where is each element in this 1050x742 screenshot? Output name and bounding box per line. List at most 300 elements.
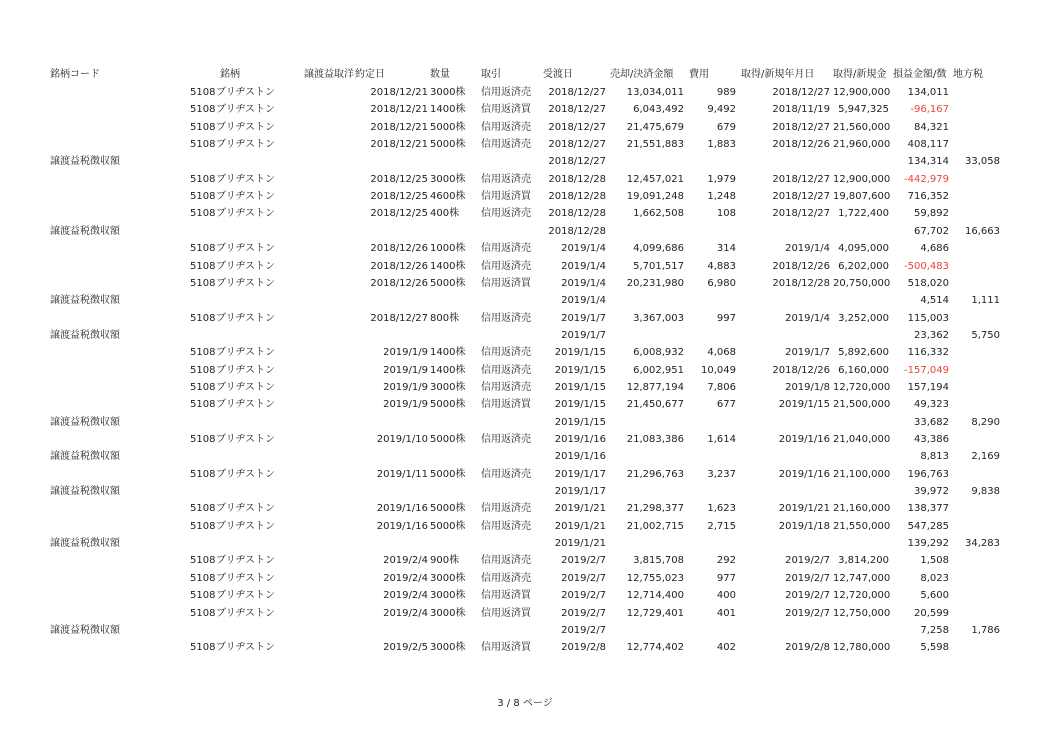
- cell-fee: 977: [716, 572, 736, 584]
- cell-name: ブリヂストン: [216, 260, 275, 272]
- cell-acq-date: 2018/12/26: [772, 364, 830, 376]
- cell-amount: 5,701,517: [633, 260, 684, 272]
- cell-acq-amount: 3,252,000: [838, 312, 889, 324]
- cell-acq-amount: 21,960,000: [833, 139, 891, 151]
- summary-label: 譲渡益税徴収額: [50, 486, 120, 498]
- cell-code: 5108: [190, 243, 216, 255]
- cell-acq-date: 2019/1/16: [778, 434, 830, 445]
- cell-qty: 3000株: [430, 642, 466, 654]
- summary-label: 譲渡益税徴収額: [50, 295, 120, 307]
- cell-fee: 1,979: [707, 173, 736, 185]
- cell-trade: 信用返済売: [481, 121, 531, 133]
- cell-name: ブリヂストン: [216, 642, 275, 654]
- cell-contract-date: 2018/12/25: [370, 191, 428, 203]
- cell-amount: 12,774,402: [626, 642, 684, 654]
- cell-acq-date: 2019/1/21: [778, 503, 830, 515]
- cell-acq-date: 2018/12/27: [772, 191, 830, 203]
- cell-pnl: -157,049: [904, 364, 949, 376]
- cell-contract-date: 2018/12/21: [370, 87, 428, 98]
- cell-acq-amount: 6,202,000: [838, 260, 889, 272]
- cell-amount: 21,475,679: [626, 121, 684, 133]
- cell-code: 5108: [190, 104, 216, 116]
- cell-contract-date: 2019/1/11: [376, 468, 428, 480]
- cell-fee: 1,248: [707, 191, 736, 203]
- cell-pnl: -442,979: [904, 173, 949, 185]
- table-row: [0, 379, 1050, 396]
- cell-acq-date: 2019/1/18: [778, 520, 830, 532]
- table-row: [0, 258, 1050, 275]
- cell-settle-date: 2019/1/4: [561, 295, 606, 307]
- cell-amount: 6,008,932: [633, 347, 684, 359]
- cell-amount: 21,298,377: [626, 503, 684, 515]
- header-local-tax: 地方税: [953, 69, 983, 80]
- cell-contract-date: 2019/2/5: [383, 642, 428, 654]
- cell-fee: 292: [716, 555, 736, 567]
- cell-amount: 12,729,401: [626, 607, 684, 619]
- cell-fee: 679: [716, 121, 736, 133]
- cell-fee: 2,715: [707, 520, 736, 532]
- cell-amount: 21,083,386: [626, 434, 684, 445]
- cell-pnl: 716,352: [907, 191, 949, 203]
- cell-fee: 997: [716, 312, 736, 324]
- cell-code: 5108: [190, 121, 216, 133]
- cell-local-tax: 1,111: [971, 295, 1000, 307]
- cell-settle-date: 2019/1/21: [554, 503, 606, 515]
- cell-acq-date: 2019/2/7: [785, 555, 830, 567]
- cell-fee: 1,614: [707, 434, 736, 445]
- cell-name: ブリヂストン: [216, 173, 275, 185]
- cell-code: 5108: [190, 590, 216, 602]
- cell-acq-date: 2019/1/4: [785, 312, 830, 324]
- cell-local-tax: 16,663: [965, 225, 1000, 237]
- cell-amount: 6,043,492: [633, 104, 684, 116]
- table-header: [0, 66, 1050, 83]
- cell-local-tax: 9,838: [971, 486, 1000, 498]
- cell-pnl: 49,323: [914, 399, 949, 411]
- summary-row: [0, 622, 1050, 639]
- cell-acq-amount: 21,560,000: [833, 121, 891, 133]
- summary-label: 譲渡益税徴収額: [50, 538, 120, 550]
- cell-code: 5108: [190, 347, 216, 359]
- table-row: [0, 518, 1050, 535]
- cell-name: ブリヂストン: [216, 555, 275, 567]
- cell-qty: 1400株: [430, 260, 466, 272]
- cell-local-tax: 8,290: [971, 416, 1000, 428]
- cell-fee: 402: [716, 642, 736, 654]
- cell-amount: 19,091,248: [626, 191, 684, 203]
- cell-trade: 信用返済売: [481, 87, 531, 98]
- summary-label: 譲渡益税徴収額: [50, 451, 120, 463]
- cell-qty: 3000株: [430, 607, 466, 619]
- cell-acq-date: 2019/2/7: [785, 572, 830, 584]
- cell-pnl: 39,972: [914, 486, 949, 498]
- cell-pnl: 59,892: [914, 208, 949, 220]
- table-row: [0, 310, 1050, 327]
- cell-trade: 信用返済売: [481, 173, 531, 185]
- cell-contract-date: 2018/12/25: [370, 208, 428, 220]
- table-row: [0, 431, 1050, 448]
- cell-code: 5108: [190, 642, 216, 654]
- cell-acq-date: 2018/12/27: [772, 208, 830, 220]
- cell-pnl: 8,813: [920, 451, 949, 463]
- cell-trade: 信用返済売: [481, 347, 531, 359]
- cell-settle-date: 2019/1/4: [561, 277, 606, 289]
- cell-settle-date: 2018/12/27: [548, 139, 606, 151]
- cell-acq-amount: 6,160,000: [838, 364, 889, 376]
- summary-row: [0, 153, 1050, 170]
- header-contract-date: 約定日: [355, 69, 385, 80]
- cell-settle-date: 2019/2/7: [561, 607, 606, 619]
- cell-acq-date: 2018/11/19: [772, 104, 830, 116]
- table-row: [0, 240, 1050, 257]
- cell-fee: 3,237: [707, 468, 736, 480]
- cell-acq-amount: 21,100,000: [833, 468, 891, 480]
- header-qty: 数量: [430, 69, 450, 80]
- cell-pnl: 139,292: [907, 538, 949, 550]
- cell-code: 5108: [190, 87, 216, 98]
- cell-trade: 信用返済売: [481, 208, 531, 220]
- summary-label: 譲渡益税徴収額: [50, 225, 120, 237]
- summary-row: [0, 327, 1050, 344]
- cell-pnl: 134,314: [907, 156, 949, 168]
- cell-acq-date: 2018/12/27: [772, 87, 830, 98]
- summary-row: [0, 535, 1050, 552]
- cell-qty: 1400株: [430, 364, 466, 376]
- cell-acq-date: 2019/1/15: [778, 399, 830, 411]
- cell-acq-amount: 12,900,000: [833, 173, 891, 185]
- cell-settle-date: 2018/12/28: [548, 173, 606, 185]
- header-code: 銘柄コード: [50, 69, 100, 80]
- cell-contract-date: 2019/1/9: [383, 399, 428, 411]
- header-tax-flag: 譲渡益取洋: [304, 69, 354, 80]
- cell-pnl: 196,763: [907, 468, 949, 480]
- cell-trade: 信用返済売: [481, 364, 531, 376]
- cell-pnl: 134,011: [907, 87, 949, 98]
- cell-amount: 1,662,508: [633, 208, 684, 220]
- cell-name: ブリヂストン: [216, 121, 275, 133]
- cell-amount: 21,450,677: [626, 399, 684, 411]
- table-row: [0, 205, 1050, 222]
- summary-row: [0, 414, 1050, 431]
- cell-settle-date: 2018/12/28: [548, 225, 606, 237]
- cell-qty: 3000株: [430, 173, 466, 185]
- cell-amount: 6,002,951: [633, 364, 684, 376]
- cell-acq-amount: 5,947,325: [838, 104, 889, 116]
- cell-trade: 信用返済買: [481, 399, 531, 411]
- cell-settle-date: 2019/2/7: [561, 572, 606, 584]
- cell-code: 5108: [190, 312, 216, 324]
- cell-code: 5108: [190, 208, 216, 220]
- cell-local-tax: 1,786: [971, 624, 1000, 636]
- cell-name: ブリヂストン: [216, 434, 275, 445]
- cell-contract-date: 2019/1/10: [376, 434, 428, 445]
- cell-name: ブリヂストン: [216, 87, 275, 98]
- cell-amount: 21,296,763: [626, 468, 684, 480]
- cell-local-tax: 2,169: [971, 451, 1000, 463]
- cell-settle-date: 2019/1/16: [554, 451, 606, 463]
- cell-trade: 信用返済売: [481, 468, 531, 480]
- cell-name: ブリヂストン: [216, 572, 275, 584]
- cell-amount: 12,877,194: [626, 381, 684, 393]
- cell-settle-date: 2018/12/27: [548, 87, 606, 98]
- cell-fee: 6,980: [707, 277, 736, 289]
- cell-name: ブリヂストン: [216, 399, 275, 411]
- cell-code: 5108: [190, 434, 216, 445]
- cell-pnl: 547,285: [907, 520, 949, 532]
- cell-trade: 信用返済買: [481, 642, 531, 654]
- cell-acq-date: 2018/12/27: [772, 173, 830, 185]
- cell-trade: 信用返済売: [481, 434, 531, 445]
- cell-trade: 信用返済買: [481, 191, 531, 203]
- cell-acq-amount: 5,892,600: [838, 347, 889, 359]
- table-row: [0, 396, 1050, 413]
- cell-name: ブリヂストン: [216, 191, 275, 203]
- cell-settle-date: 2019/1/15: [554, 416, 606, 428]
- cell-amount: 12,457,021: [626, 173, 684, 185]
- cell-acq-date: 2019/1/4: [785, 243, 830, 255]
- cell-settle-date: 2018/12/27: [548, 156, 606, 168]
- cell-contract-date: 2018/12/26: [370, 277, 428, 289]
- cell-trade: 信用返済売: [481, 520, 531, 532]
- table-row: [0, 500, 1050, 517]
- summary-row: [0, 483, 1050, 500]
- summary-label: 譲渡益税徴収額: [50, 156, 120, 168]
- cell-pnl: 116,332: [907, 347, 949, 359]
- cell-qty: 400株: [430, 208, 460, 220]
- table-row: [0, 587, 1050, 604]
- cell-name: ブリヂストン: [216, 607, 275, 619]
- header-trade: 取引: [481, 69, 501, 80]
- cell-fee: 108: [716, 208, 736, 220]
- cell-qty: 3000株: [430, 590, 466, 602]
- cell-settle-date: 2019/2/7: [561, 590, 606, 602]
- cell-acq-amount: 3,814,200: [838, 555, 889, 567]
- cell-settle-date: 2019/1/4: [561, 243, 606, 255]
- cell-qty: 5000株: [430, 139, 466, 151]
- cell-settle-date: 2018/12/27: [548, 104, 606, 116]
- cell-name: ブリヂストン: [216, 503, 275, 515]
- cell-qty: 5000株: [430, 503, 466, 515]
- page-number: 3 / 8 ページ: [497, 698, 553, 709]
- cell-code: 5108: [190, 468, 216, 480]
- cell-pnl: 43,386: [914, 434, 949, 445]
- cell-acq-date: 2019/1/16: [778, 468, 830, 480]
- cell-contract-date: 2019/2/4: [383, 555, 428, 567]
- cell-name: ブリヂストン: [216, 104, 275, 116]
- cell-name: ブリヂストン: [216, 590, 275, 602]
- cell-pnl: 1,508: [920, 555, 949, 567]
- cell-trade: 信用返済売: [481, 555, 531, 567]
- cell-settle-date: 2019/1/21: [554, 538, 606, 550]
- cell-settle-date: 2019/1/15: [554, 364, 606, 376]
- cell-acq-amount: 21,040,000: [833, 434, 891, 445]
- cell-code: 5108: [190, 607, 216, 619]
- cell-acq-date: 2019/2/7: [785, 607, 830, 619]
- cell-acq-amount: 20,750,000: [833, 277, 891, 289]
- cell-acq-date: 2019/1/7: [785, 347, 830, 359]
- cell-contract-date: 2018/12/21: [370, 104, 428, 116]
- cell-settle-date: 2019/2/8: [561, 642, 606, 654]
- cell-code: 5108: [190, 503, 216, 515]
- cell-qty: 4600株: [430, 191, 466, 203]
- cell-amount: 3,367,003: [633, 312, 684, 324]
- cell-settle-date: 2019/2/7: [561, 555, 606, 567]
- table-row: [0, 639, 1050, 656]
- cell-settle-date: 2019/1/7: [561, 329, 606, 341]
- cell-trade: 信用返済売: [481, 572, 531, 584]
- cell-amount: 3,815,708: [633, 555, 684, 567]
- cell-trade: 信用返済買: [481, 590, 531, 602]
- cell-fee: 401: [716, 607, 736, 619]
- cell-settle-date: 2019/1/16: [554, 434, 606, 445]
- table-row: [0, 362, 1050, 379]
- cell-acq-date: 2019/2/8: [785, 642, 830, 654]
- cell-pnl: 138,377: [907, 503, 949, 515]
- cell-pnl: 5,598: [920, 642, 949, 654]
- cell-acq-date: 2018/12/28: [772, 277, 830, 289]
- cell-acq-amount: 12,720,000: [833, 590, 891, 602]
- cell-name: ブリヂストン: [216, 208, 275, 220]
- cell-qty: 1400株: [430, 347, 466, 359]
- cell-acq-amount: 4,095,000: [838, 243, 889, 255]
- cell-code: 5108: [190, 277, 216, 289]
- cell-qty: 5000株: [430, 277, 466, 289]
- cell-amount: 12,755,023: [626, 572, 684, 584]
- cell-qty: 3000株: [430, 87, 466, 98]
- cell-pnl: 4,686: [920, 243, 949, 255]
- cell-code: 5108: [190, 364, 216, 376]
- header-settle-date: 受渡日: [543, 69, 573, 80]
- cell-fee: 400: [716, 590, 736, 602]
- cell-name: ブリヂストン: [216, 243, 275, 255]
- header-amount: 売却/決済金額: [610, 69, 674, 80]
- cell-contract-date: 2018/12/26: [370, 243, 428, 255]
- cell-code: 5108: [190, 520, 216, 532]
- cell-pnl: 67,702: [914, 225, 949, 237]
- cell-amount: 20,231,980: [626, 277, 684, 289]
- cell-pnl: 33,682: [914, 416, 949, 428]
- table-row: [0, 136, 1050, 153]
- cell-settle-date: 2018/12/28: [548, 191, 606, 203]
- cell-pnl: -500,483: [904, 260, 949, 272]
- cell-code: 5108: [190, 191, 216, 203]
- cell-trade: 信用返済売: [481, 139, 531, 151]
- cell-settle-date: 2019/1/7: [561, 312, 606, 324]
- cell-trade: 信用返済売: [481, 243, 531, 255]
- cell-settle-date: 2019/1/21: [554, 520, 606, 532]
- cell-pnl: 518,020: [907, 277, 949, 289]
- cell-local-tax: 34,283: [965, 538, 1000, 550]
- cell-fee: 1,883: [707, 139, 736, 151]
- cell-qty: 5000株: [430, 121, 466, 133]
- cell-code: 5108: [190, 260, 216, 272]
- cell-trade: 信用返済買: [481, 607, 531, 619]
- cell-pnl: 7,258: [920, 624, 949, 636]
- cell-fee: 7,806: [707, 381, 736, 393]
- cell-acq-date: 2018/12/26: [772, 260, 830, 272]
- cell-contract-date: 2018/12/27: [370, 312, 428, 324]
- cell-qty: 1000株: [430, 243, 466, 255]
- cell-contract-date: 2019/1/9: [383, 381, 428, 393]
- cell-qty: 1400株: [430, 104, 466, 116]
- summary-label: 譲渡益税徴収額: [50, 329, 120, 341]
- cell-qty: 3000株: [430, 572, 466, 584]
- cell-settle-date: 2019/1/4: [561, 260, 606, 272]
- cell-qty: 3000株: [430, 381, 466, 393]
- cell-acq-amount: 12,780,000: [833, 642, 891, 654]
- cell-local-tax: 5,750: [971, 329, 1000, 341]
- summary-row: [0, 448, 1050, 465]
- cell-acq-amount: 12,750,000: [833, 607, 891, 619]
- header-acq-amount: 取得/新規金: [833, 69, 887, 80]
- cell-contract-date: 2019/2/4: [383, 590, 428, 602]
- cell-contract-date: 2019/1/16: [376, 520, 428, 532]
- cell-acq-amount: 21,160,000: [833, 503, 891, 515]
- cell-qty: 5000株: [430, 434, 466, 445]
- table-row: [0, 466, 1050, 483]
- cell-name: ブリヂストン: [216, 364, 275, 376]
- cell-code: 5108: [190, 139, 216, 151]
- cell-amount: 21,551,883: [626, 139, 684, 151]
- cell-qty: 5000株: [430, 399, 466, 411]
- table-row: [0, 188, 1050, 205]
- cell-fee: 677: [716, 399, 736, 411]
- cell-pnl: 84,321: [914, 121, 949, 133]
- cell-acq-amount: 12,720,000: [833, 381, 891, 393]
- table-row: [0, 101, 1050, 118]
- cell-acq-date: 2019/2/7: [785, 590, 830, 602]
- cell-code: 5108: [190, 381, 216, 393]
- header-fee: 費用: [689, 69, 709, 80]
- cell-acq-amount: 21,550,000: [833, 520, 891, 532]
- cell-qty: 900株: [430, 555, 460, 567]
- cell-fee: 10,049: [701, 364, 736, 376]
- cell-fee: 4,068: [707, 347, 736, 359]
- summary-label: 譲渡益税徴収額: [50, 624, 120, 636]
- cell-trade: 信用返済売: [481, 260, 531, 272]
- cell-pnl: 20,599: [914, 607, 949, 619]
- cell-code: 5108: [190, 399, 216, 411]
- cell-amount: 21,002,715: [626, 520, 684, 532]
- cell-qty: 5000株: [430, 468, 466, 480]
- cell-acq-amount: 21,500,000: [833, 399, 891, 411]
- cell-settle-date: 2019/1/15: [554, 381, 606, 393]
- cell-settle-date: 2018/12/27: [548, 121, 606, 133]
- summary-label: 譲渡益税徴収額: [50, 416, 120, 428]
- cell-pnl: 157,194: [907, 381, 949, 393]
- cell-settle-date: 2018/12/28: [548, 208, 606, 220]
- cell-acq-date: 2018/12/26: [772, 139, 830, 151]
- table-row: [0, 344, 1050, 361]
- cell-trade: 信用返済売: [481, 312, 531, 324]
- cell-contract-date: 2018/12/21: [370, 121, 428, 133]
- table-row: [0, 84, 1050, 101]
- cell-pnl: 408,117: [907, 139, 949, 151]
- table-row: [0, 570, 1050, 587]
- cell-contract-date: 2018/12/25: [370, 173, 428, 185]
- header-name: 銘柄: [220, 69, 240, 80]
- cell-acq-date: 2019/1/8: [785, 381, 830, 393]
- cell-trade: 信用返済売: [481, 381, 531, 393]
- cell-settle-date: 2019/2/7: [561, 624, 606, 636]
- cell-pnl: 23,362: [914, 329, 949, 341]
- cell-trade: 信用返済買: [481, 277, 531, 289]
- cell-trade: 信用返済買: [481, 104, 531, 116]
- cell-pnl: 5,600: [920, 590, 949, 602]
- cell-pnl: 8,023: [920, 572, 949, 584]
- table-row: [0, 605, 1050, 622]
- cell-acq-amount: 19,807,600: [833, 191, 891, 203]
